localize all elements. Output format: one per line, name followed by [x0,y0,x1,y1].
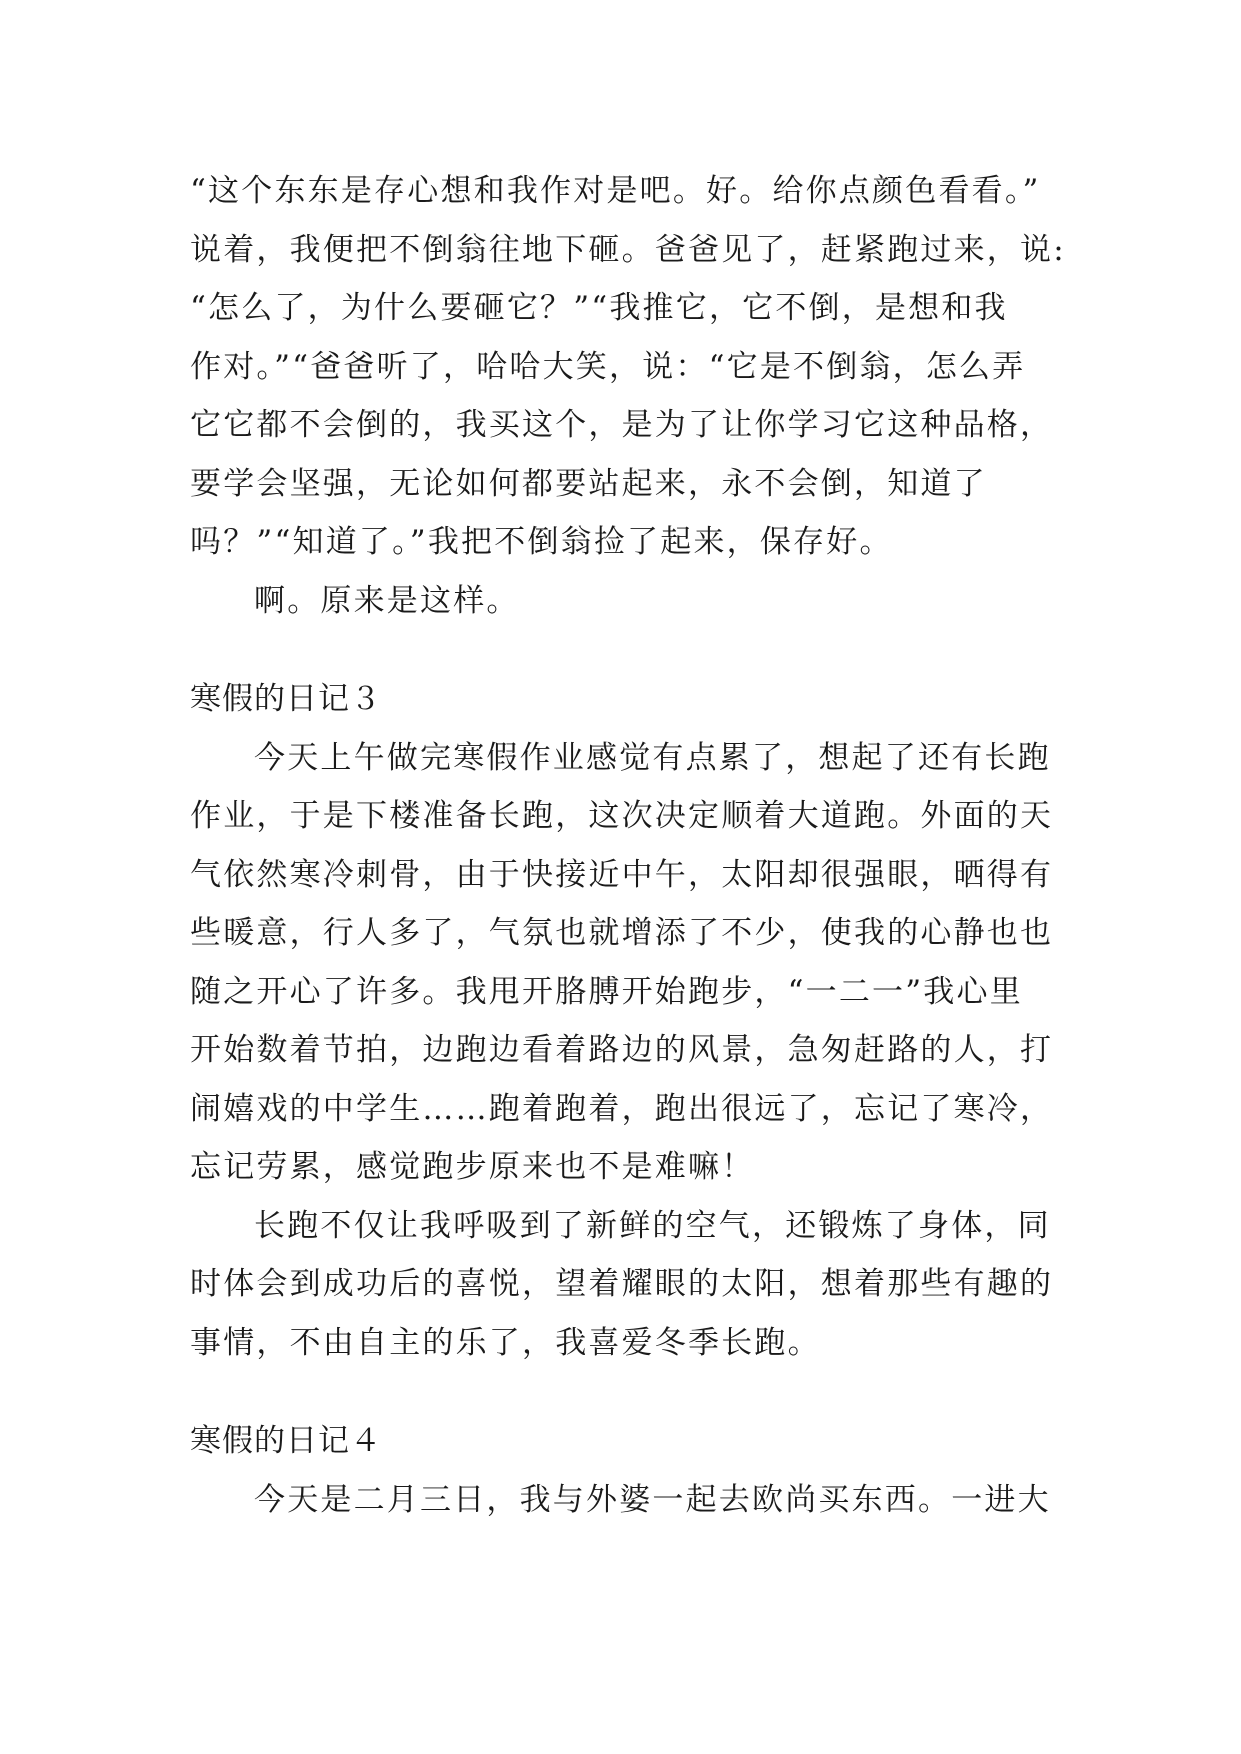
text-line: 闹嬉戏的中学生……跑着跑着，跑出很远了，忘记了寒冷， [190,1090,1054,1127]
text-line: 时体会到成功后的喜悦，望着耀眼的太阳，想着那些有趣的 [190,1266,1054,1302]
text-line: 随之开心了许多。我甩开胳膊开始跑步，“一二一”我心里 [190,973,1023,1010]
text-line: 今天上午做完寒假作业感觉有点累了，想起了还有长跑 [254,739,1051,776]
text-line: 些暖意，行人多了，气氛也就增添了不少，使我的心静也也 [190,915,1054,951]
closing-paragraph: 啊。原来是这样。 [254,582,520,619]
text-line: 长跑不仅让我呼吸到了新鲜的空气，还锻炼了身体，同 [254,1207,1051,1244]
text-line: 作业，于是下楼准备长跑，这次决定顺着大道跑。外面的天 [190,798,1054,834]
text-line: 作对。”“爸爸听了，哈哈大笑，说：“它是不倒翁，怎么弄 [190,348,1026,385]
text-line: 事情，不由自主的乐了，我喜爱冬季长跑。 [190,1324,821,1361]
text-line: “怎么了，为什么要砸它？”“我推它，它不倒，是想和我 [190,290,1008,326]
section-title-3: 寒假的日记３ [190,681,382,717]
section-title-4: 寒假的日记４ [190,1423,382,1459]
text-line: 它它都不会倒的，我买这个，是为了让你学习它这种品格， [190,407,1054,443]
text-line: 要学会坚强，无论如何都要站起来，永不会倒，知道了 [190,465,987,502]
text-line: 开始数着节拍，边跑边看着路边的风景，急匆赶路的人，打 [190,1032,1054,1068]
text-line: “这个东东是存心想和我作对是吧。好。给你点颜色看看。” [190,173,1041,209]
text-line: 气依然寒冷刺骨，由于快接近中午，太阳却很强眼，晒得有 [190,856,1054,893]
document-body [190,162,1080,1529]
text-line: 今天是二月三日，我与外婆一起去欧尚买东西。一进大 [254,1481,1051,1518]
text-line: 吗？”“知道了。”我把不倒翁捡了起来，保存好。 [190,524,893,560]
section-gap [190,630,1080,670]
text-line: 忘记劳累，感觉跑步原来也不是难嘛！ [190,1149,755,1185]
section-gap [190,1372,1080,1412]
text-line: 说着，我便把不倒翁往地下砸。爸爸见了，赶紧跑过来，说: [190,231,1066,268]
